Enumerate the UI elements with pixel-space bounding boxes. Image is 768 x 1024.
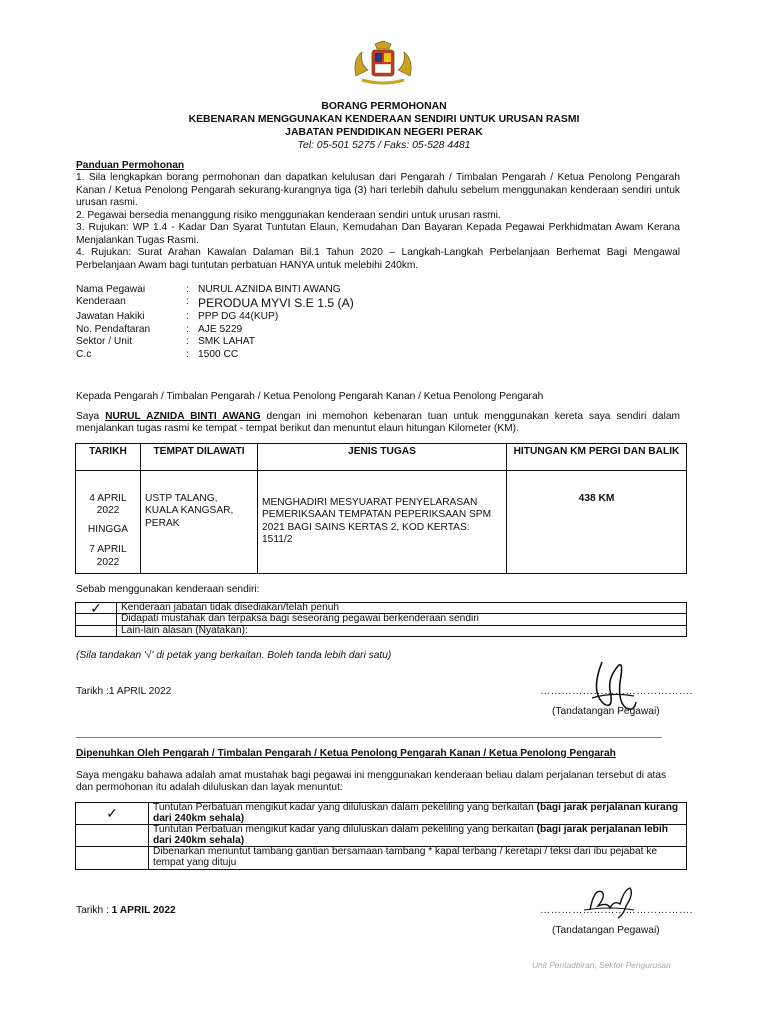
table-row [76,603,687,614]
reason-checkbox[interactable]: ✓ [76,603,117,614]
info-label: Kenderaan [76,296,126,308]
claim-text: Tuntutan Perbatuan mengikut kadar yang diluluskan dalam pekeliling yang berkaitan [153,802,537,813]
signature-line: ……………………………………. [540,905,693,916]
statement-prefix: Saya [76,411,106,422]
reason-text: Kenderaan jabatan tidak disediakan/telah penuh [117,603,687,614]
reasons-label: Sebab menggunakan kenderaan sendiri: [76,584,260,595]
col-header-jenis: JENIS TUGAS [258,444,507,471]
claim-checkbox[interactable]: ✓ [76,803,149,825]
trip-place: USTP TALANG, KUALA KANGSAR, PERAK [145,493,234,529]
engine-cc-value: 1500 CC [198,348,239,360]
info-colon: : [186,323,189,335]
info-colon: : [186,284,189,295]
trip-km-cell [507,471,687,574]
signature-label: (Tandatangan Pegawai) [552,925,660,936]
guide-item: 3. Rujukan: WP 1.4 - Kadar Dan Syarat Tuntutan Elaun, Kemudahan Dan Bayaran Kepada Pegawai Perkhidmatan Awam Kerana Menjalankan Tugas Rasmi. [76,222,680,246]
trip-place-cell [141,471,258,574]
applicant-date: Tarikh :1 APRIL 2022 [76,686,172,697]
info-label: Sektor / Unit [76,336,133,348]
statement-officer-name: NURUL AZNIDA BINTI AWANG [105,411,261,422]
table-row [76,471,687,574]
info-row-cc [76,349,354,361]
trip-date-start: 4 APRIL 2022 [89,493,127,517]
registration-value: AJE 5229 [198,323,243,335]
department-name: JABATAN PENDIDIKAN NEGERI PERAK [285,127,483,138]
claim-text: Dibenarkan menuntut tambang gantian bersamaan tambang * kapal terbang / keretapi / teksi dari ibu pejabat ke tempat yang dituju [153,846,658,868]
info-label: Jawatan Hakiki [76,311,145,323]
table-row [76,847,687,869]
statement-body: dengan ini memohon kebenaran tuan untuk menggunakan kereta saya sendiri dalam menjalankan tugas rasmi ke tempat - tempat berikut dan menuntut elaun hitungan Kilometer (KM). [76,411,680,435]
trip-table-header [76,444,687,471]
approver-date [76,905,176,917]
table-row [76,825,687,847]
info-label: Nama Pegawai [76,284,146,295]
guide-item: 2. Pegawai bersedia menanggung risiko menggunakan kenderaan sendiri untuk urusan rasmi. [76,209,501,221]
form-title: BORANG PERMOHONAN [321,101,447,112]
officer-info [76,284,354,361]
trip-km: 438 KM [578,493,615,504]
guide-item: 1. Sila lengkapkan borang permohonan dan dapatkan kelulusan dari Pengarah / Timbalan Pengarah / Ketua Penolong Pengarah Kanan / Ketua Penolong Pengarah sekurang-kurangnya tiga (3) hari terlebih dahulu sebelum menggunakan kenderaan sendiri untuk urusan rasmi. [76,172,680,209]
guide-title: Panduan Permohonan [76,160,185,171]
claim-condition: (bagi jarak perjalanan lebih dari 240km sehala) [153,824,668,846]
col-header-km: HITUNGAN KM PERGI DAN BALIK [507,444,687,471]
info-row-sektor [76,336,354,348]
info-colon: : [186,311,189,323]
jata-negara-crest [348,40,418,88]
signature-label: (Tandatangan Pegawai) [552,706,660,717]
trip-dates-cell [76,471,141,574]
info-colon: : [186,296,189,308]
info-row-kenderaan [76,296,354,311]
sector-value: SMK LAHAT [198,336,255,348]
col-header-tempat: TEMPAT DILAWATI [141,444,258,471]
reason-checkbox[interactable] [76,625,117,636]
form-header [0,100,768,152]
officer-name-value: NURUL AZNIDA BINTI AWANG [198,284,341,295]
footer-unit: Unit Pentadbiran, Sektor Pengurusan [532,960,671,970]
section-divider [76,737,662,738]
claim-text-cell [149,847,687,869]
date-value: 1 APRIL 2022 [111,905,176,916]
approver-signature [580,880,638,920]
info-label: C.c [76,348,92,360]
claim-checkbox[interactable] [76,825,149,847]
info-row-jawatan [76,311,354,323]
col-header-tarikh: TARIKH [76,444,141,471]
table-row [76,625,687,636]
contact-line: Tel: 05-501 5275 / Faks: 05-528 4481 [297,140,471,151]
trip-task-cell [258,471,507,574]
position-value: PPP DG 44(KUP) [198,311,279,323]
trip-date-hingga: HINGGA [87,523,129,535]
approval-statement: Saya mengaku bahawa adalah amat mustahak bagi pegawai ini menggunakan kenderaan beliau dalam perjalanan tersebut di atas dan permohonan itu adalah diluluskan dan layak menuntut: [76,770,667,794]
approver-section-title: Dipenuhkan Oleh Pengarah / Timbalan Pengarah / Ketua Penolong Pengarah Kanan / Ketua Penolong Pengarah [76,748,616,759]
info-row-pendaftaran [76,324,354,336]
trip-table [75,443,687,574]
tick-instruction-note: (Sila tandakan '√' di petak yang berkaitan. Boleh tanda lebih dari satu) [76,650,392,661]
reason-text: Lain-lain alasan (Nyatakan): [117,625,687,636]
application-statement [76,411,680,436]
claim-text: Tuntutan Perbatuan mengikut kadar yang diluluskan dalam pekeliling yang berkaitan [153,824,537,836]
claims-table [75,802,687,870]
table-row [76,614,687,625]
date-label: Tarikh : [76,905,112,916]
info-colon: : [186,336,189,348]
claim-text-cell [149,803,687,825]
claim-checkbox[interactable] [76,847,149,869]
guide-item: 4. Rujukan: Surat Arahan Kawalan Dalaman Bil.1 Tahun 2020 – Langkah-Langkah Perbelanjaan Berhemat Bagi Mengawal Perbelanjaan Awam bagi tuntutan perbatuan HANYA untuk melebihi 240km. [76,247,680,271]
trip-date-end: 7 APRIL 2022 [89,544,127,568]
signature-line: ……………………………………. [540,686,693,697]
claim-condition: (bagi jarak perjalanan kurang dari 240km sehala) [153,802,679,824]
addressee-line: Kepada Pengarah / Timbalan Pengarah / Ketua Penolong Pengarah Kanan / Ketua Penolong Pengarah [76,391,544,402]
guide-section [76,160,680,272]
claim-text-cell [149,825,687,847]
info-colon: : [186,348,189,360]
info-label: No. Pendaftaran [76,323,151,335]
form-subtitle: KEBENARAN MENGGUNAKAN KENDERAAN SENDIRI UNTUK URUSAN RASMI [188,114,580,125]
reasons-table [75,602,687,637]
trip-task: MENGHADIRI MESYUARAT PENYELARASAN PEMERIKSAAN TEMPATAN PEPERIKSAAN SPM 2021 BAGI SAINS KERTAS 2, KOD KERTAS: 1511/2 [262,497,492,546]
table-row [76,803,687,825]
vehicle-value: PERODUA MYVI S.E 1.5 (A) [198,296,354,311]
reason-text: Didapati mustahak dan terpaksa bagi seseorang pegawai berkenderaan sendiri [117,614,687,625]
info-row-nama [76,284,354,296]
